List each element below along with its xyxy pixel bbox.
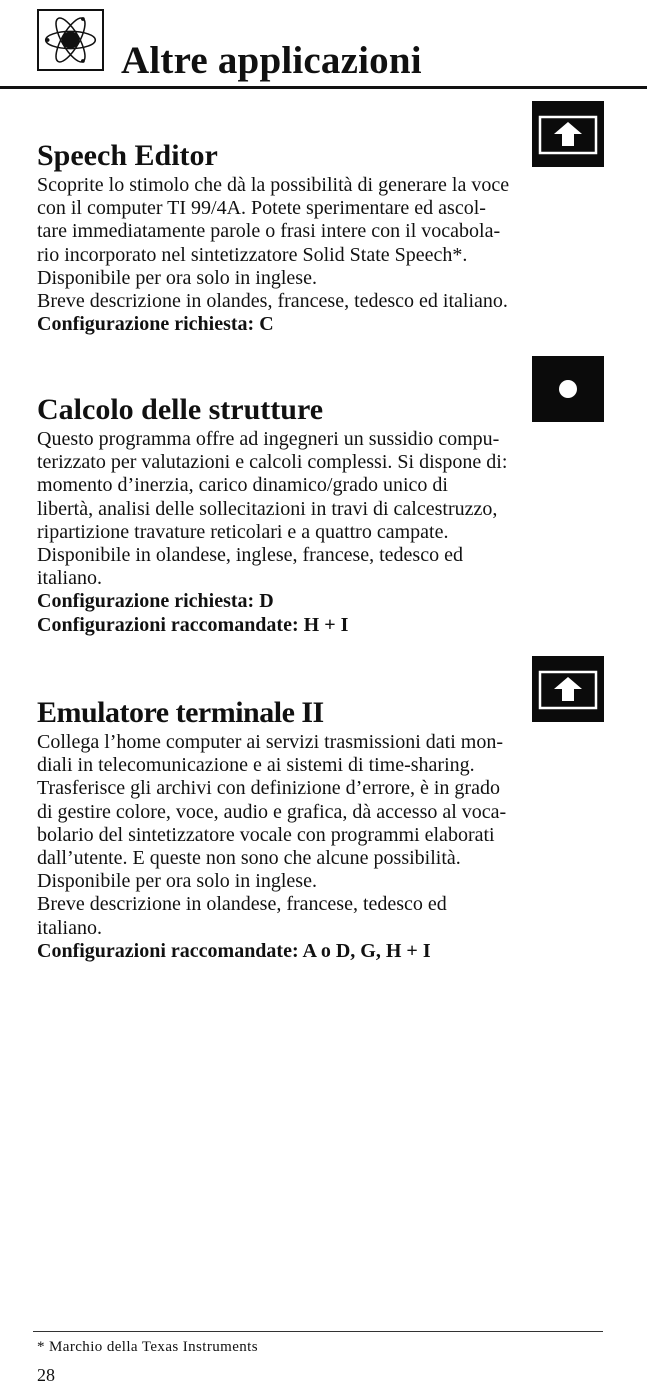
text-line: diali in telecomunicazione e ai sistemi di time-sharing. — [37, 754, 475, 777]
text-line: momento d’inerzia, carico dinamico/grado unico di — [37, 474, 448, 497]
recommended-configuration: Configurazioni raccomandate: H + I — [37, 613, 349, 636]
text-line: Disponibile in olandese, inglese, francese, tedesco ed — [37, 544, 463, 567]
section-calcolo-strutture — [37, 392, 622, 637]
page-title: Altre applicazioni — [121, 39, 422, 82]
text-line: italiano. — [37, 567, 102, 590]
section-title: Emulatore terminale II — [37, 696, 324, 729]
text-line: Breve descrizione in olandes, francese, tedesco ed italiano. — [37, 290, 508, 313]
section-description — [37, 428, 622, 637]
section-emulatore-terminale — [37, 695, 622, 963]
text-line: terizzato per valutazioni e calcoli complessi. Si dispone di: — [37, 451, 508, 474]
required-configuration: Configurazione richiesta: D — [37, 590, 274, 613]
text-line: Collega l’home computer ai servizi trasmissioni dati mon- — [37, 731, 504, 753]
text-line: tare immediatamente parole o frasi intere con il vocabola- — [37, 220, 501, 243]
section-description — [37, 174, 622, 336]
required-configuration: Configurazione richiesta: C — [37, 313, 274, 336]
text-line: Scoprite lo stimolo che dà la possibilità di generare la voce — [37, 174, 510, 196]
text-line: bolario del sintetizzatore vocale con programmi elaborati — [37, 823, 495, 846]
footnote-divider — [33, 1331, 603, 1332]
text-line: rio incorporato nel sintetizzatore Solid State Speech*. — [37, 243, 468, 266]
text-line: italiano. — [37, 916, 102, 939]
section-title: Speech Editor — [37, 139, 218, 172]
footnote: * Marchio della Texas Instruments — [37, 1339, 258, 1355]
text-line: Questo programma offre ad ingegneri un sussidio compu- — [37, 428, 500, 450]
text-line: libertà, analisi delle sollecitazioni in travi di calcestruzzo, — [37, 497, 498, 520]
page-number: 28 — [37, 1365, 55, 1385]
title-divider — [0, 86, 647, 89]
text-line: Disponibile per ora solo in inglese. — [37, 870, 317, 893]
text-line: dall’utente. E queste non sono che alcune possibilità. — [37, 847, 461, 870]
text-line: Disponibile per ora solo in inglese. — [37, 266, 317, 289]
text-line: con il computer TI 99/4A. Potete sperimentare ed ascol- — [37, 197, 486, 220]
section-description — [37, 731, 622, 963]
text-line: Breve descrizione in olandese, francese, tedesco ed — [37, 893, 447, 916]
text-line: ripartizione travature reticolari e a quattro campate. — [37, 520, 449, 543]
atom-icon — [37, 9, 104, 71]
section-title: Calcolo delle strutture — [37, 393, 324, 426]
recommended-configuration: Configurazioni raccomandate: A o D, G, H + I — [37, 939, 431, 962]
text-line: di gestire colore, voce, audio e grafica, dà accesso al voca- — [37, 800, 507, 823]
section-speech-editor — [37, 138, 622, 336]
text-line: Trasferisce gli archivi con definizione d’errore, è in grado — [37, 777, 500, 800]
